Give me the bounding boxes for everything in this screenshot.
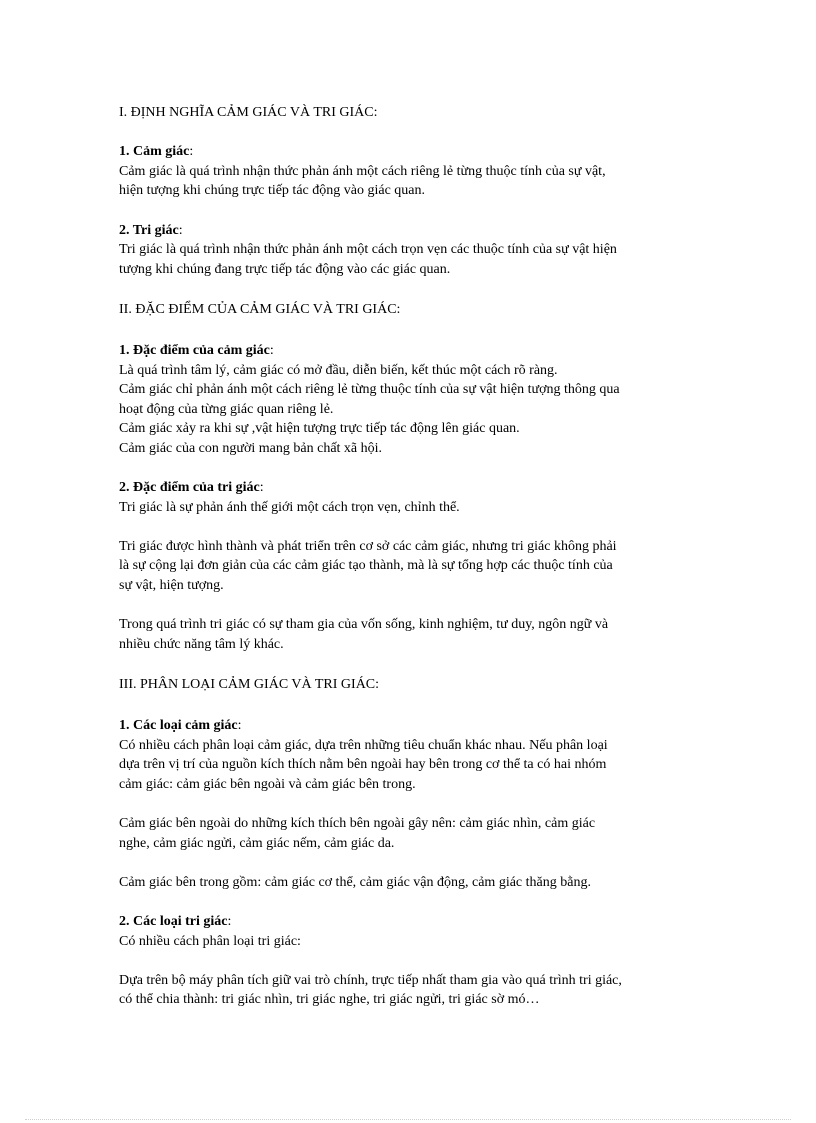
paragraph-line: dựa trên vị trí của nguồn kích thích nằm bên ngoài hay bên trong cơ thể ta có hai nhóm	[119, 757, 607, 773]
subsection-title: 1. Đặc điểm của cảm giác:	[119, 342, 274, 358]
subsection-title: 2. Các loại tri giác:	[119, 913, 232, 929]
paragraph-line: sự vật, hiện tượng.	[119, 578, 224, 594]
paragraph-line: Dựa trên bộ máy phân tích giữ vai trò chính, trực tiếp nhất tham gia vào quá trình tri giác,	[119, 972, 622, 988]
paragraph-line: Cảm giác xảy ra khi sự ,vật hiện tượng trực tiếp tác động lên giác quan.	[119, 421, 520, 437]
paragraph-line: Tri giác được hình thành và phát triển trên cơ sở các cảm giác, nhưng tri giác không phải	[119, 538, 617, 554]
paragraph-line: Cảm giác là quá trình nhận thức phản ánh một cách riêng lẻ từng thuộc tính của sự vật,	[119, 163, 606, 179]
subsection-title: 2. Đặc điểm của tri giác:	[119, 480, 264, 496]
section-heading: I. ĐỊNH NGHĨA CẢM GIÁC VÀ TRI GIÁC:	[119, 105, 378, 120]
paragraph-line: Có nhiều cách phân loại cảm giác, dựa trên những tiêu chuẩn khác nhau. Nếu phân loại	[119, 737, 608, 753]
paragraph-line: cảm giác: cảm giác bên ngoài và cảm giác bên trong.	[119, 776, 416, 792]
paragraph-line: Tri giác là quá trình nhận thức phản ánh một cách trọn vẹn các thuộc tính của sự vật hiện	[119, 242, 617, 258]
paragraph-line: hoạt động của từng giác quan riêng lẻ.	[119, 401, 334, 417]
paragraph-line: là sự cộng lại đơn giản của các cảm giác tạo thành, mà là sự tổng hợp các thuộc tính của	[119, 558, 613, 574]
section-heading: II. ĐẶC ĐIỂM CỦA CẢM GIÁC VÀ TRI GIÁC:	[119, 302, 401, 318]
subsection-title: 1. Cảm giác:	[119, 144, 194, 160]
subsection-title: 2. Tri giác:	[119, 222, 183, 238]
paragraph-line: Tri giác là sự phản ánh thế giới một cách trọn vẹn, chỉnh thể.	[119, 499, 460, 515]
paragraph-line: nhiều chức năng tâm lý khác.	[119, 636, 284, 652]
paragraph-line: Cảm giác của con người mang bản chất xã hội.	[119, 440, 383, 456]
paragraph-line: nghe, cảm giác ngửi, cảm giác nếm, cảm giác da.	[119, 835, 395, 851]
paragraph-line: Cảm giác chỉ phản ánh một cách riêng lẻ từng thuộc tính của sự vật hiện tượng thông qua	[119, 382, 620, 398]
paragraph-line: Cảm giác bên trong gồm: cảm giác cơ thể, cảm giác vận động, cảm giác thăng bằng.	[119, 874, 591, 890]
paragraph-line: hiện tượng khi chúng trực tiếp tác động vào giác quan.	[119, 183, 425, 199]
paragraph-line: Trong quá trình tri giác có sự tham gia của vốn sống, kinh nghiệm, tư duy, ngôn ngữ và	[119, 617, 609, 633]
paragraph-line: Có nhiều cách phân loại tri giác:	[119, 933, 301, 949]
document-page	[119, 103, 709, 1010]
paragraph-line: tượng khi chúng đang trực tiếp tác động vào các giác quan.	[119, 261, 451, 277]
paragraph-line: Cảm giác bên ngoài do những kích thích bên ngoài gây nên: cảm giác nhìn, cảm giác	[119, 816, 596, 831]
section-heading: III. PHÂN LOẠI CẢM GIÁC VÀ TRI GIÁC:	[119, 677, 380, 693]
subsection-title: 1. Các loại cảm giác:	[119, 718, 242, 734]
paragraph-line: Là quá trình tâm lý, cảm giác có mở đầu, diễn biến, kết thúc một cách rõ ràng.	[119, 362, 558, 378]
paragraph-line: có thể chia thành: tri giác nhìn, tri giác nghe, tri giác ngửi, tri giác sờ mó…	[119, 992, 540, 1008]
page-bottom-divider	[25, 1119, 791, 1120]
